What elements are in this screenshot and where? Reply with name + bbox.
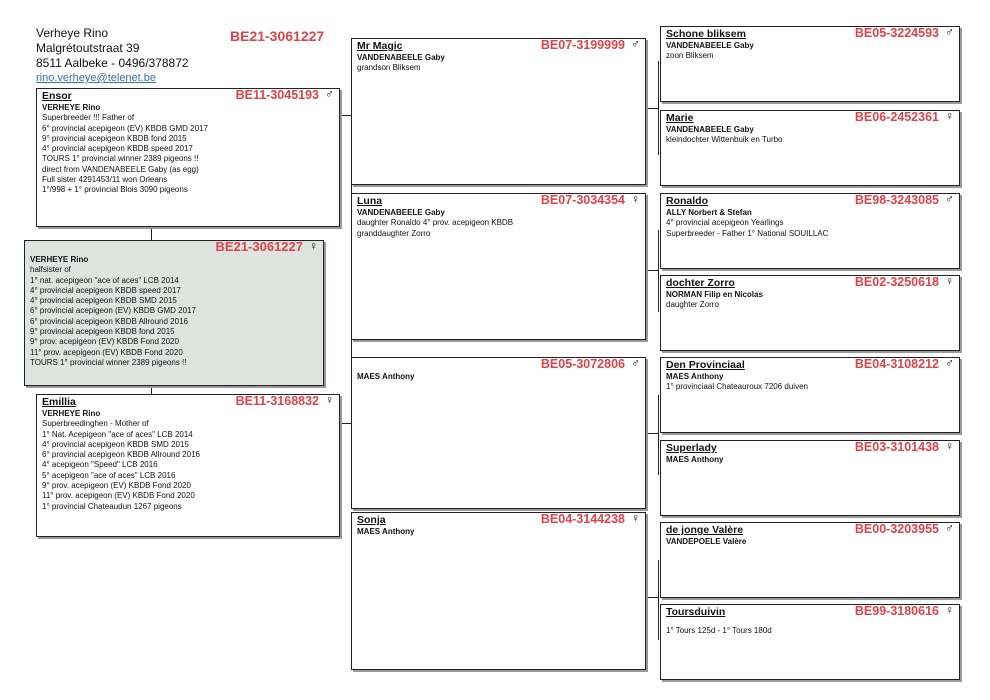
ring-number: BE04-3144238 [540, 512, 625, 526]
breeder-name: VERHEYE Rino [30, 255, 89, 264]
male-sex-icon: ♂ [945, 522, 954, 535]
connector-line [340, 115, 351, 116]
male-sex-icon: ♂ [945, 193, 954, 206]
pigeon-name: Schone bliksem [666, 28, 746, 40]
breeder-name: VERHEYE Rino [42, 409, 101, 418]
achievement-line: TOURS 1° provincial winner 2389 pigeons !! [30, 357, 187, 367]
breeder-name: VERHEYE Rino [42, 103, 101, 112]
pigeon-name: Emillia [42, 396, 76, 408]
achievement-line: 4° provincial acepigeon KBDB speed 2017 [42, 144, 193, 154]
achievement-line: 6° provincial acepigeon KBDB Allround 2016 [42, 450, 200, 460]
breeder-name: NORMAN Filip en Nicolas [666, 290, 763, 299]
connector-line [658, 230, 659, 312]
achievement-line: 6° provincial acepigeon (EV) KBDB GMD 2017 [30, 306, 196, 316]
achievement-line: halfsister of [30, 265, 71, 275]
connector-line [646, 597, 658, 598]
male-sex-icon: ♂ [945, 26, 954, 39]
breeder-name: MAES Anthony [666, 455, 724, 464]
pedigree-card-grandmother-paternal[interactable] [351, 193, 646, 340]
pedigree-card-grandfather-maternal[interactable] [351, 357, 646, 509]
ring-number: BE03-3101438 [854, 440, 939, 454]
breeder-name: VANDENABEELE Gaby [357, 53, 445, 62]
male-sex-icon: ♂ [631, 38, 640, 51]
female-sex-icon: ♀ [309, 240, 318, 253]
pedigree-card-great-grandparent[interactable] [660, 522, 960, 598]
connector-line [658, 560, 659, 640]
pedigree-card-grandmother-maternal[interactable] [351, 512, 646, 670]
achievement-line: 5° acepigeon "ace of aces" LCB 2016 [42, 470, 176, 480]
achievement-line: 11° prov. acepigeon (EV) KBDB Fond 2020 [30, 347, 183, 357]
breeder-name: VANDENABEELE Gaby [666, 41, 754, 50]
pedigree-card-grandfather-paternal[interactable] [351, 38, 646, 185]
ring-number: BE02-3250618 [854, 275, 939, 289]
achievement-line: Superbreeder - Father 1° National SOUILLAC [666, 228, 829, 238]
achievement-line: 9° provincial acepigeon KBDB fond 2015 [30, 327, 175, 337]
breeder-name: MAES Anthony [666, 372, 724, 381]
pedigree-card-great-grandparent[interactable] [660, 110, 960, 186]
connector-line [658, 395, 659, 475]
male-sex-icon: ♂ [945, 357, 954, 370]
pedigree-card-mother[interactable] [36, 394, 340, 537]
pedigree-card-great-grandparent[interactable] [660, 26, 960, 102]
achievement-line: daughter Zorro [666, 300, 719, 310]
female-sex-icon: ♀ [631, 193, 640, 206]
breeder-name: MAES Anthony [357, 372, 415, 381]
achievement-line: grandson Bliksem [357, 63, 421, 73]
pedigree-card-great-grandparent[interactable] [660, 357, 960, 433]
owner-city-phone: 8511 Aalbeke - 0496/378872 [36, 56, 189, 70]
achievement-line: granddaughter Zorro [357, 228, 431, 238]
ring-number: BE06-2452361 [854, 110, 939, 124]
female-sex-icon: ♀ [631, 512, 640, 525]
achievement-line: 4° provincial acepigeon KBDB speed 2017 [30, 285, 181, 295]
pigeon-name: Mr Magic [357, 40, 403, 52]
breeder-name: VANDEPOELE Valère [666, 537, 747, 546]
achievement-line: TOURS 1° provincial winner 2389 pigeons !! [42, 154, 199, 164]
pedigree-card-great-grandparent[interactable] [660, 275, 960, 351]
achievement-line: 1° Tours 125d - 1° Tours 180d [666, 626, 772, 635]
female-sex-icon: ♀ [945, 275, 954, 288]
achievement-line: 6° provincial acepigeon KBDB Allround 2016 [30, 316, 188, 326]
pigeon-name: Superlady [666, 442, 717, 454]
breeder-name: VANDENABEELE Gaby [357, 208, 445, 217]
breeder-name: ALLY Norbert & Stefan [666, 208, 752, 217]
pedigree-card-great-grandparent[interactable] [660, 193, 960, 269]
male-sex-icon: ♂ [325, 88, 334, 101]
owner-street: Malgrétoutstraat 39 [36, 41, 140, 55]
achievement-line: 11° prov. acepigeon (EV) KBDB Fond 2020 [42, 491, 195, 501]
ring-number: BE00-3203955 [854, 522, 939, 536]
achievement-line: 1° provincial Chateaudun 1267 pigeons [42, 501, 182, 511]
main-ring-number: BE21-3061227 [230, 28, 325, 44]
achievement-line: 1°/998 + 1° provincial Blois 3090 pigeons [42, 185, 188, 195]
pigeon-name: Luna [357, 195, 383, 207]
achievement-line: 6° provincial acepigeon (EV) KBDB GMD 2017 [42, 123, 208, 133]
pigeon-name: dochter Zorro [666, 277, 735, 289]
pigeon-name: Marie [666, 112, 694, 124]
pedigree-card-great-grandparent[interactable] [660, 604, 960, 680]
owner-info [36, 26, 189, 86]
female-sex-icon: ♀ [945, 604, 954, 617]
achievement-line: 1° Nat. Acepigeon "ace of aces" LCB 2014 [42, 429, 193, 439]
achievement-line: 4° acepigeon "Speed" LCB 2016 [42, 460, 158, 470]
pedigree-card-father[interactable] [36, 88, 340, 227]
pigeon-name: de jonge Valère [666, 524, 744, 536]
achievement-line: 1° provinciaal Chateauroux 7206 duiven [666, 382, 808, 392]
female-sex-icon: ♀ [945, 440, 954, 453]
breeder-name: VANDENABEELE Gaby [666, 125, 754, 134]
achievement-line: 4° provincial acepigeon KBDB SMD 2015 [30, 296, 177, 306]
female-sex-icon: ♀ [945, 110, 954, 123]
pigeon-name: Toursduivin [666, 606, 726, 618]
ring-number: BE07-3199999 [540, 38, 625, 52]
pigeon-name: Ronaldo [666, 195, 708, 207]
connector-line [646, 108, 658, 109]
ring-number: BE11-3168832 [235, 394, 319, 408]
ring-number: BE05-3224593 [854, 26, 939, 40]
achievement-line: Full sister 4291453/11 won Orleans [42, 175, 168, 185]
achievement-line: Superbreeder !!! Father of [42, 113, 135, 123]
ring-number: BE11-3045193 [235, 88, 319, 102]
spacer [666, 619, 954, 626]
pigeon-name: Sonja [357, 514, 386, 526]
achievement-line: 9° provincial acepigeon KBDB fond 2015 [42, 133, 187, 143]
ring-number: BE99-3180616 [854, 604, 939, 618]
connector-line [646, 270, 658, 271]
owner-name: Verheye Rino [36, 26, 109, 40]
connector-line [340, 423, 351, 424]
pigeon-name: Ensor [42, 90, 72, 102]
connector-line [646, 433, 658, 434]
ring-number: BE21-3061227 [215, 240, 303, 254]
breeder-name: MAES Anthony [357, 527, 415, 536]
male-sex-icon: ♂ [631, 357, 640, 370]
achievement-line: Superbreedinghen - Mother of [42, 419, 149, 429]
achievement-line: 4° provincial acepigeon Yearlings [666, 218, 784, 228]
pigeon-name: Den Provinciaal [666, 359, 745, 371]
owner-email-link[interactable]: rino.verheye@telenet.be [36, 72, 157, 84]
ring-number: BE98-3243085 [854, 193, 939, 207]
connector-line [151, 227, 152, 240]
ring-number: BE05-3072806 [540, 357, 625, 371]
achievement-line: zoon Bliksem [666, 51, 714, 61]
achievement-line: 9° prov. acepigeon (EV) KBDB Fond 2020 [42, 481, 191, 491]
connector-line [151, 386, 152, 394]
female-sex-icon: ♀ [325, 394, 334, 407]
achievement-line: direct from VANDENABEELE Gaby (as egg) [42, 164, 199, 174]
achievement-line: 1° nat. acepigeon "ace of aces" LCB 2014 [30, 275, 179, 285]
achievement-line: 9° prov. acepigeon (EV) KBDB Fond 2020 [30, 337, 179, 347]
pedigree-card-great-grandparent[interactable] [660, 440, 960, 516]
connector-line [658, 61, 659, 155]
achievement-line: daughter Ronaldo 4° prov. acepigeon KBDB [357, 218, 514, 228]
pedigree-card-subject[interactable] [24, 240, 324, 386]
achievement-line: kleindochter Wittenbuik en Turbo [666, 135, 783, 145]
ring-number: BE04-3108212 [854, 357, 939, 371]
achievement-line: 4° provincial acepigeon KBDB SMD 2015 [42, 439, 189, 449]
ring-number: BE07-3034354 [540, 193, 625, 207]
